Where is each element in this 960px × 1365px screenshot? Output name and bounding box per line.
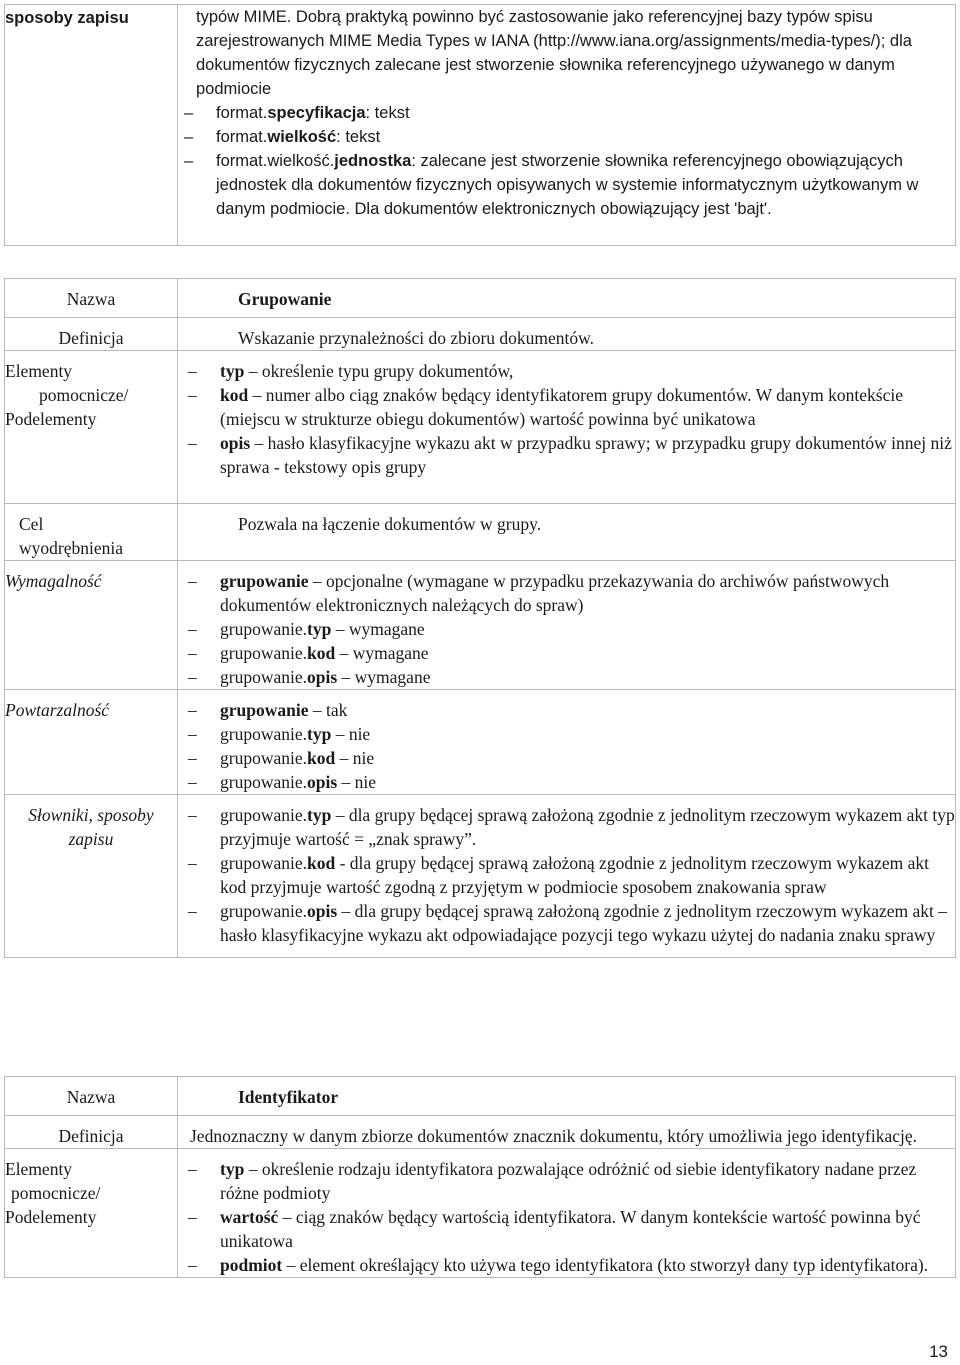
value-cell: [178, 279, 956, 318]
list-item: – grupowanie – opcjonalne (wymagane w przypadku przekazywania do archiwów państwowych dokumentów elektronicznych należących do spraw): [188, 571, 890, 615]
value-cel: Pozwala na łączenie dokumentów w grupy.: [238, 514, 542, 534]
label-zapisu: zapisu: [68, 829, 114, 849]
value-cell: [178, 351, 956, 504]
label-cell: [5, 1077, 178, 1116]
label-slowniki: Słowniki, sposoby: [28, 805, 154, 825]
list-item: – typ – określenie rodzaju identyfikatora pozwalające odróżnić od siebie identyfikatory nadane przez różne podmioty: [188, 1159, 917, 1203]
list-item: – grupowanie – tak: [188, 700, 348, 720]
dash-icon: –: [188, 853, 197, 873]
dash-icon: –: [188, 724, 197, 744]
dash-icon: –: [188, 1159, 197, 1179]
list-item: – kod – numer albo ciąg znaków będący identyfikatorem grupy dokumentów. W danym kontekście (miejscu w strukturze obiegu dokumentów) wartość powinna być unikatowa: [188, 385, 903, 429]
slowniki-list: [184, 803, 955, 947]
label-definicja: Definicja: [58, 328, 124, 348]
list-item: – grupowanie.typ – dla grupy będącej sprawą założoną zgodnie z jednolitym rzeczowym wykazem akt typ przyjmuje wartość = „znak sprawy”.: [188, 805, 955, 849]
dash-icon: –: [188, 748, 197, 768]
list-item: – wartość – ciąg znaków będący wartością identyfikatora. W danym kontekście wartość powinna być unikatowa: [188, 1207, 921, 1251]
label-cell: [5, 795, 178, 958]
label-wyodrebnienia: wyodrębnienia: [19, 538, 123, 558]
wymagalnosc-list: [184, 569, 955, 689]
list-item: – grupowanie.opis – wymagane: [188, 667, 431, 687]
dash-icon: –: [188, 901, 197, 921]
identyfikator-table: [4, 1076, 956, 1278]
dash-icon: –: [188, 805, 197, 825]
label-cell: [5, 1149, 178, 1278]
list-item: – grupowanie.opis – nie: [188, 772, 377, 792]
label-cell: [5, 1116, 178, 1149]
list-item: – grupowanie.typ – wymagane: [188, 619, 425, 639]
value-cell: [178, 504, 956, 561]
label-cell: [5, 690, 178, 795]
value-nazwa: Grupowanie: [238, 289, 332, 309]
page-number: 13: [929, 1342, 948, 1361]
value-definicja: Wskazanie przynależności do zbioru dokumentów.: [238, 328, 595, 348]
list-item: – grupowanie.opis – dla grupy będącej sprawą założoną zgodnie z jednolitym rzeczowym wykazem akt – hasło klasyfikacyjne wykazu akt odpowiadające pozycji tego wykazu użytej do nadania znaku sprawy: [188, 901, 947, 945]
dash-icon: –: [188, 643, 197, 663]
dash-icon: –: [184, 104, 194, 122]
label-cell: [5, 279, 178, 318]
label-cell: [5, 351, 178, 504]
list-item: – format.wielkość.jednostka: zalecane jest stworzenie słownika referencyjnego obowiązujących jednostek dla dokumentów fizycznych opisywanych w systemie informatycznym użytkowanym w danym podmiocie. Dla dokumentów elektronicznych obowiązujący jest 'bajt'.: [180, 149, 955, 221]
label-powtarzalnosc: Powtarzalność: [5, 700, 110, 720]
label-cell: [5, 561, 178, 690]
list-item: – grupowanie.kod – wymagane: [188, 643, 429, 663]
list-item: – grupowanie.typ – nie: [188, 724, 371, 744]
list-item: – grupowanie.kod – nie: [188, 748, 375, 768]
format-table-continuation: [4, 4, 956, 246]
value-cell: [178, 1116, 956, 1149]
dash-icon: –: [184, 152, 194, 170]
dash-icon: –: [188, 700, 197, 720]
label-definicja: Definicja: [58, 1126, 124, 1146]
label-cell: [5, 318, 178, 351]
dash-icon: –: [188, 772, 197, 792]
dash-icon: –: [188, 385, 197, 405]
dash-icon: –: [188, 667, 197, 687]
label-cel: Cel: [19, 514, 44, 534]
value-cell: [178, 561, 956, 690]
label-pomocnicze: pomocnicze/: [11, 1183, 101, 1203]
grupowanie-table: [4, 278, 956, 958]
label-cell: [5, 504, 178, 561]
value-nazwa: Identyfikator: [238, 1087, 339, 1107]
dash-icon: –: [188, 433, 197, 453]
label-elementy: Elementy: [5, 1159, 73, 1179]
label-cell: [5, 5, 178, 246]
list-item: – opis – hasło klasyfikacyjne wykazu akt w przypadku sprawy; w przypadku grupy dokumentów innej niż sprawa - tekstowy opis grupy: [188, 433, 952, 477]
label-sposoby-zapisu: sposoby zapisu: [5, 9, 129, 27]
value-cell: [178, 795, 956, 958]
elementy-list: [184, 1157, 955, 1277]
dash-icon: –: [188, 571, 197, 591]
list-item: – podmiot – element określający kto używa tego identyfikatora (kto stworzył dany typ identyfikatora).: [188, 1255, 929, 1275]
dash-icon: –: [188, 361, 197, 381]
intro-text: typów MIME. Dobrą praktyką powinno być zastosowanie jako referencyjnej bazy typów spisu zarejestrowanych MIME Media Types w IANA (http://www.iana.org/assignments/media-types/); dla dokumentów fizycznych zalecane jest stworzenie słownika referencyjnego używanego w danym podmiocie: [196, 8, 912, 98]
value-cell: [178, 5, 956, 246]
list-item: – format.wielkość: tekst: [180, 125, 955, 149]
label-nazwa: Nazwa: [66, 1087, 116, 1107]
value-definicja: Jednoznaczny w danym zbiorze dokumentów znacznik dokumentu, który umożliwia jego identyfikację.: [190, 1126, 917, 1146]
format-items-list: [180, 101, 955, 221]
label-elementy: Elementy: [5, 361, 73, 381]
list-item: – typ – określenie typu grupy dokumentów,: [188, 361, 514, 381]
label-pomocnicze: pomocnicze/: [39, 385, 129, 405]
label-podelementy: Podelementy: [5, 409, 97, 429]
dash-icon: –: [188, 1207, 197, 1227]
value-cell: [178, 1077, 956, 1116]
dash-icon: –: [188, 1255, 197, 1275]
label-nazwa: Nazwa: [66, 289, 116, 309]
label-wymagalnosc: Wymagalność: [5, 571, 102, 591]
label-podelementy: Podelementy: [5, 1207, 97, 1227]
elementy-list: [184, 359, 955, 479]
dash-icon: –: [188, 619, 197, 639]
value-cell: [178, 690, 956, 795]
list-item: – format.specyfikacja: tekst: [180, 101, 955, 125]
dash-icon: –: [184, 128, 194, 146]
powtarzalnosc-list: [184, 698, 955, 794]
value-cell: [178, 1149, 956, 1278]
value-cell: [178, 318, 956, 351]
list-item: – grupowanie.kod - dla grupy będącej sprawą założoną zgodnie z jednolitym rzeczowym wykazem akt kod przyjmuje wartość zgodną z przyjętym w podmiocie sposobem znakowania spraw: [188, 853, 929, 897]
